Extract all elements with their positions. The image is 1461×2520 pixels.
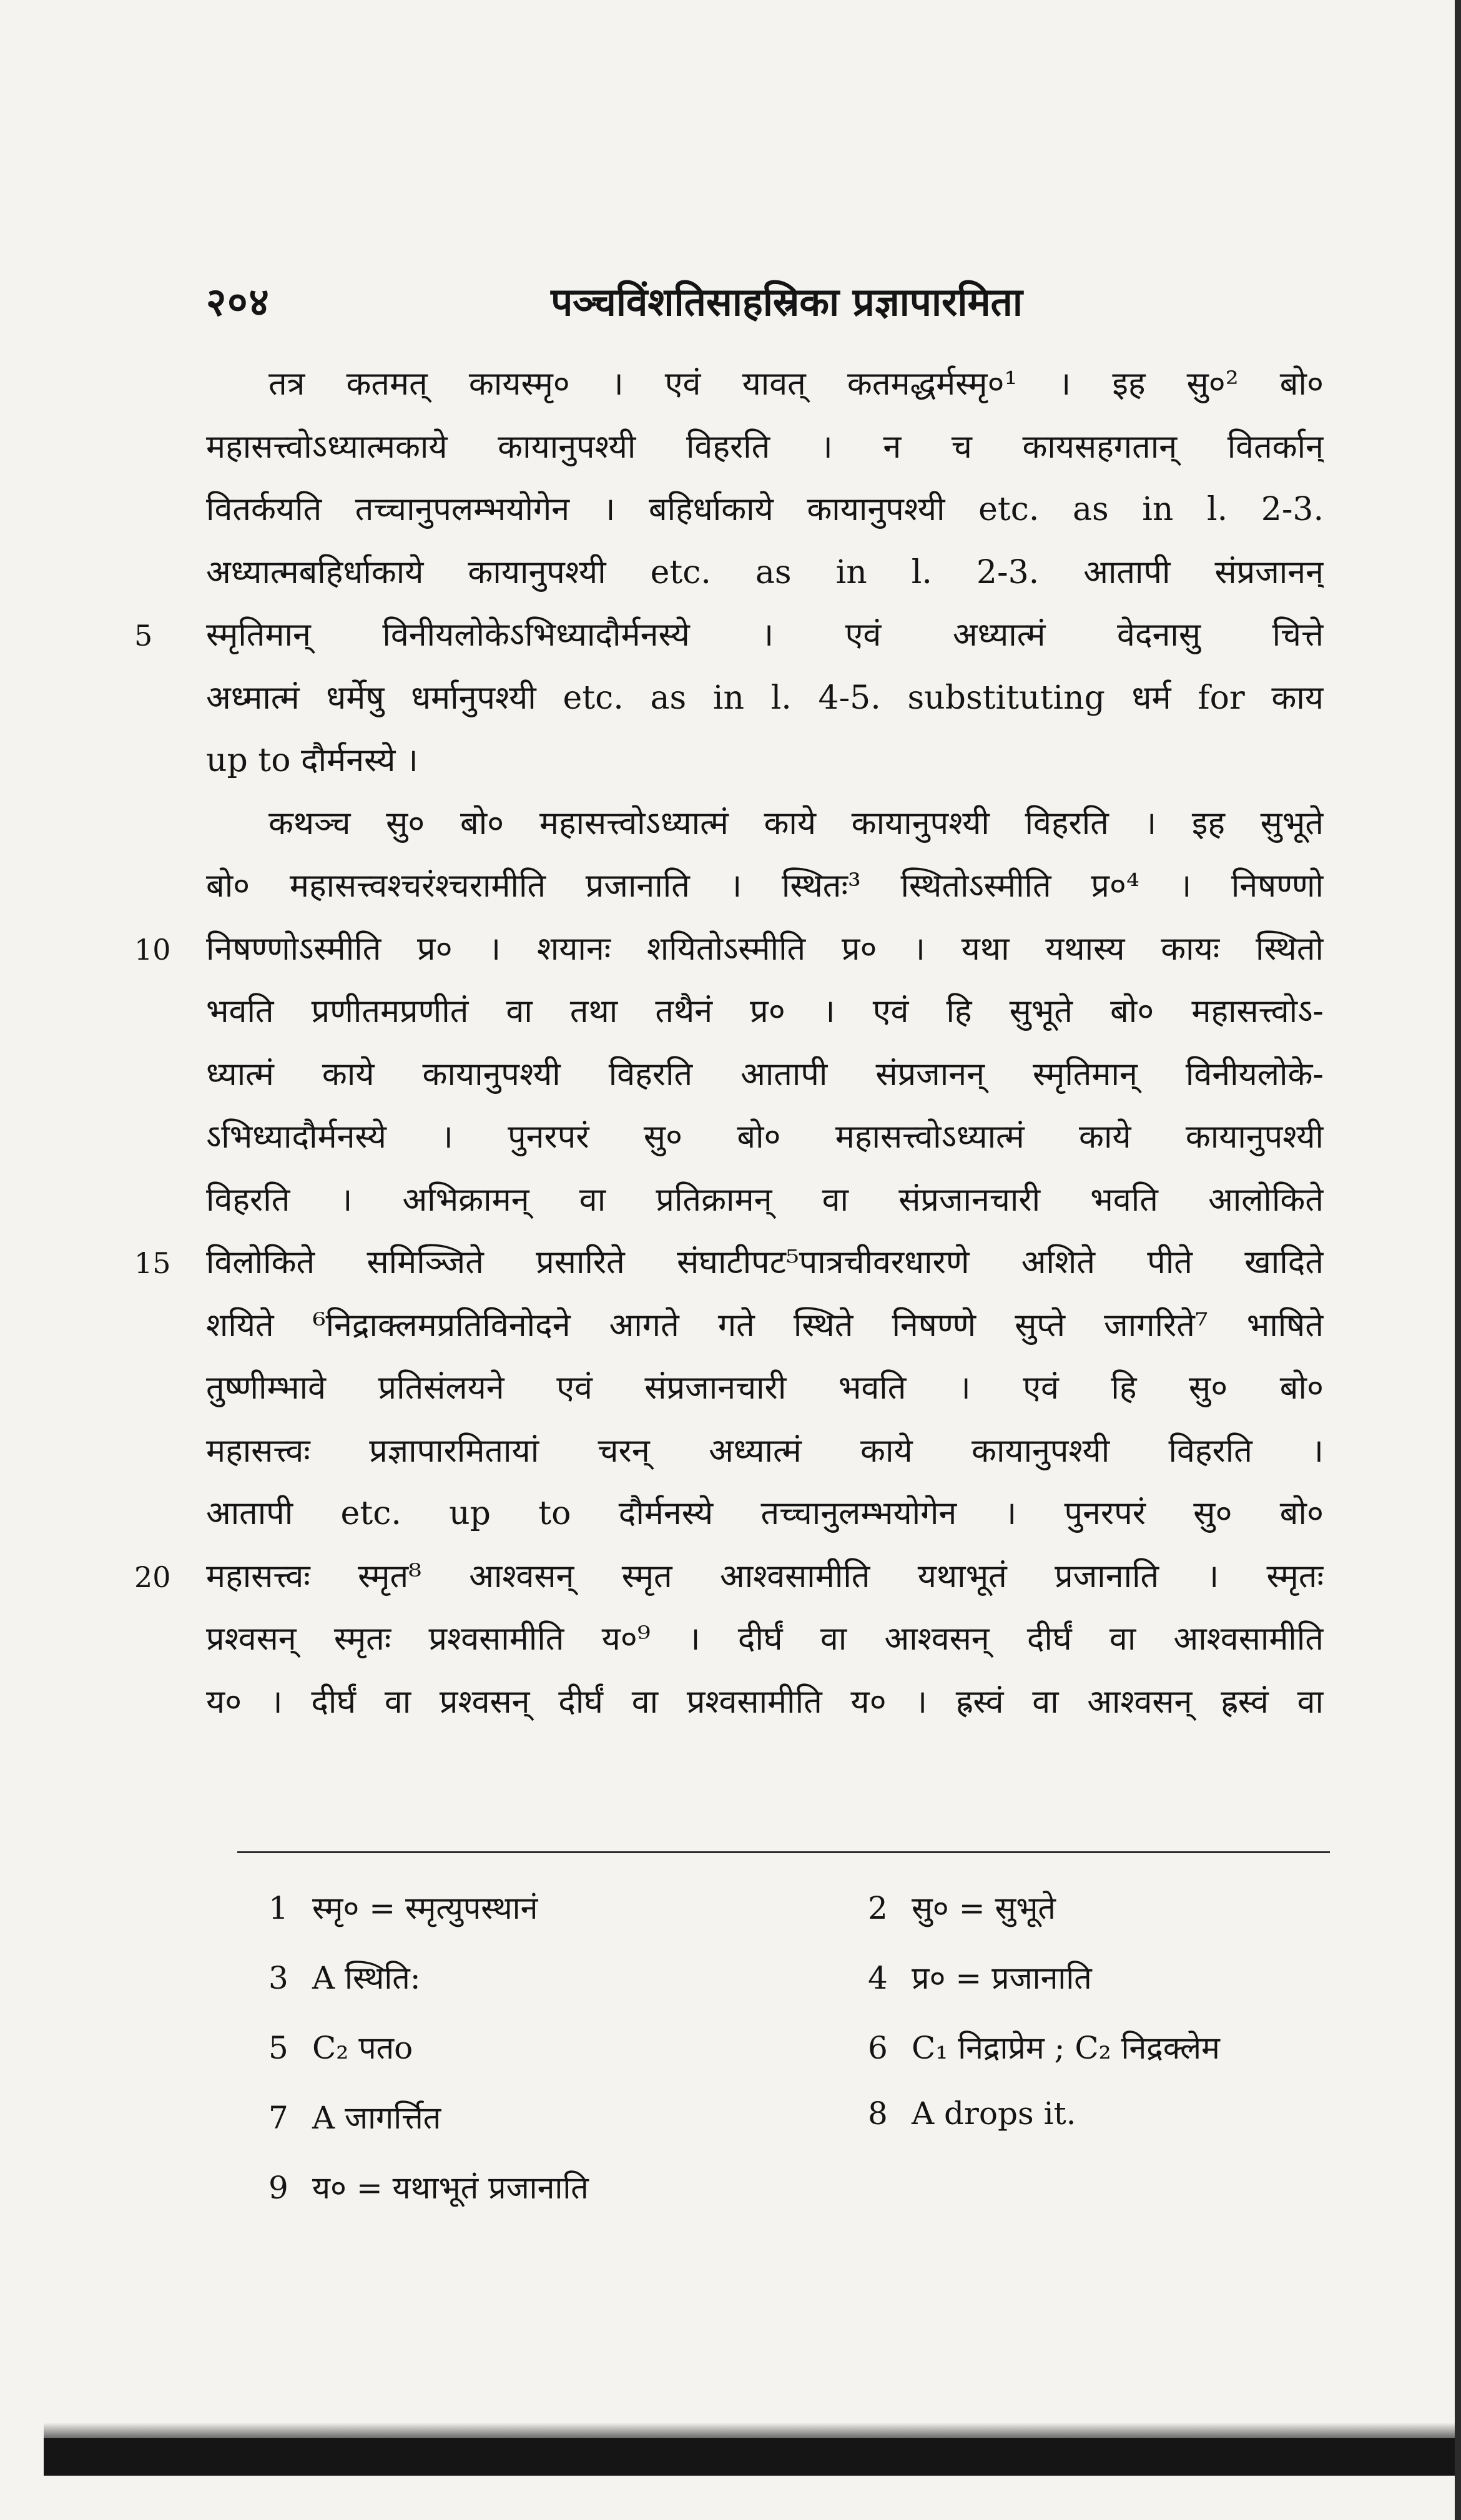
footnote-number: 8: [868, 2095, 888, 2132]
line-text: महासत्त्वोऽध्यात्मकाये कायानुपश्यी विहरति । न च कायसहगतान् वितर्कान्: [206, 428, 1324, 466]
text-line: [0, 1426, 1461, 1479]
footnote-number: 6: [868, 2030, 888, 2066]
text-line: [0, 1614, 1461, 1666]
text-line: [0, 1175, 1461, 1228]
line-text: स्मृतिमान् विनीयलोकेऽभिध्यादौर्मनस्ये । एवं अध्यात्मं वेदनासु चित्ते: [206, 616, 1324, 654]
page-edge-shadow: [44, 2423, 1461, 2438]
text-line: [0, 422, 1461, 475]
line-text: अध्मात्मं धर्मेषु धर्मानुपश्यी etc. as in l. 4-5. substituting धर्म for काय: [206, 679, 1324, 717]
page-bottom-edge: [44, 2438, 1461, 2476]
footnote-text: A स्थिति:: [312, 1960, 421, 1996]
text-line: [0, 924, 1461, 977]
footnote-divider: [237, 1851, 1330, 1853]
line-text: तत्र कतमत् कायस्मृ० । एवं यावत् कतमद्धर्मस्मृ०¹ । इह सु०² बो०: [268, 365, 1324, 403]
line-text: विहरति । अभिक्रामन् वा प्रतिक्रामन् वा संप्रजानचारी भवति आलोकिते: [206, 1181, 1324, 1219]
line-text: ऽभिध्यादौर्मनस्ये । पुनरपरं सु० बो० महासत्त्वोऽध्यात्मं काये कायानुपश्यी: [206, 1118, 1324, 1156]
footnote-text: सु० = सुभूते: [912, 1890, 1056, 1926]
footnote-number: 3: [268, 1960, 288, 1996]
footnote-number: 2: [868, 1890, 888, 1926]
footnote-text: य० = यथाभूतं प्रजानाति: [312, 2170, 589, 2206]
line-number: 20: [134, 1560, 171, 1594]
line-text: ध्यात्मं काये कायानुपश्यी विहरति आतापी संप्रजानन् स्मृतिमान् विनीयलोके-: [206, 1055, 1324, 1093]
line-text: up to दौर्मनस्ये ।: [206, 742, 418, 779]
footnote: [268, 2025, 413, 2075]
footnote: [268, 1886, 538, 1936]
footnote: [868, 2095, 1076, 2145]
line-text: महासत्त्वः प्रज्ञापारमितायां चरन् अध्यात्मं काये कायानुपश्यी विहरति ।: [206, 1432, 1324, 1470]
text-line: [0, 736, 1461, 788]
text-line: [0, 1552, 1461, 1604]
line-text: तुष्णीम्भावे प्रतिसंलयने एवं संप्रजानचारी भवति । एवं हि सु० बो०: [206, 1369, 1324, 1407]
text-line: [0, 359, 1461, 411]
page-number: २०४: [206, 279, 270, 325]
footnote-number: 7: [268, 2100, 288, 2136]
footnote-text: A जागर्त्तित: [312, 2100, 441, 2136]
text-line: [0, 548, 1461, 600]
text-line: [0, 1050, 1461, 1102]
footnote: [868, 1956, 1092, 2006]
line-number: 15: [134, 1246, 171, 1280]
footnote-number: 9: [268, 2170, 288, 2206]
footnote-text: C₁ निद्राप्रेम ; C₂ निद्रक्लेम: [912, 2030, 1220, 2066]
footnote-text: प्र० = प्रजानाति: [912, 1960, 1092, 1996]
line-text: अध्यात्मबहिर्धाकाये कायानुपश्यी etc. as in l. 2-3. आतापी संप्रजानन्: [206, 553, 1324, 591]
footnote-text: C₂ पतo: [312, 2030, 413, 2066]
footnote: [268, 2165, 589, 2215]
line-text: विलोकिते समिञ्जिते प्रसारिते संघाटीपट⁵पात्रचीवरधारणे अशिते पीते खादिते: [206, 1244, 1324, 1281]
footnote: [868, 1886, 1056, 1936]
text-line: [0, 987, 1461, 1039]
running-title: पञ्चविंशतिसाहस्रिका प्रज्ञापारमिता: [551, 279, 1023, 325]
page-spine-edge: [1455, 0, 1461, 2520]
text-line: [0, 1489, 1461, 1541]
line-text: महासत्त्वः स्मृत⁸ आश्वसन् स्मृत आश्वसामीति यथाभूतं प्रजानाति । स्मृतः: [206, 1557, 1324, 1595]
text-line: [0, 610, 1461, 662]
line-number: 5: [134, 619, 153, 652]
line-text: शयिते ⁶निद्राक्लमप्रतिविनोदने आगते गते स्थिते निषण्णे सुप्ते जागरिते⁷ भाषिते: [206, 1306, 1324, 1344]
footnote: [268, 1956, 421, 2006]
footnote: [268, 2095, 441, 2145]
text-line: [0, 1301, 1461, 1353]
line-text: भवति प्रणीतमप्रणीतं वा तथा तथैनं प्र० । एवं हि सुभूते बो० महासत्त्वोऽ-: [206, 993, 1324, 1030]
footnote-number: 1: [268, 1890, 288, 1926]
text-line: [0, 799, 1461, 851]
line-text: प्रश्वसन् स्मृतः प्रश्वसामीति य०⁹ । दीर्घं वा आश्वसन् दीर्घं वा आश्वसामीति: [206, 1620, 1324, 1658]
text-line: [0, 1363, 1461, 1415]
line-text: आतापी etc. up to दौर्मनस्ये तच्चानुलम्भयोगेन । पुनरपरं सु० बो०: [206, 1495, 1324, 1532]
footnote: [868, 2025, 1220, 2075]
text-line: [0, 861, 1461, 913]
footnote-number: 5: [268, 2030, 288, 2066]
line-text: बो० महासत्त्वश्चरंश्चरामीति प्रजानाति । स्थितः³ स्थितोऽस्मीति प्र०⁴ । निषण्णो: [206, 867, 1324, 905]
line-number: 10: [134, 932, 171, 967]
footnote-text: स्मृ० = स्मृत्युपस्थानं: [312, 1890, 538, 1926]
line-text: निषण्णोऽस्मीति प्र० । शयानः शयितोऽस्मीति प्र० । यथा यथास्य कायः स्थितो: [206, 930, 1324, 968]
text-line: [0, 1238, 1461, 1290]
text-line: [0, 673, 1461, 726]
page-header: [0, 262, 1461, 331]
text-line: [0, 1112, 1461, 1164]
line-text: कथञ्च सु० बो० महासत्त्वोऽध्यात्मं काये कायानुपश्यी विहरति । इह सुभूते: [268, 804, 1324, 842]
footnote-number: 4: [868, 1960, 888, 1996]
line-text: वितर्कयति तच्चानुपलम्भयोगेन । बहिर्धाकाये कायानुपश्यी etc. as in l. 2-3.: [206, 491, 1324, 528]
line-text: य० । दीर्घं वा प्रश्वसन् दीर्घं वा प्रश्वसामीति य० । ह्रस्वं वा आश्वसन् ह्रस्वं वा: [206, 1683, 1324, 1721]
footnote-text: A drops it.: [912, 2095, 1076, 2132]
text-line: [0, 485, 1461, 537]
text-line: [0, 1677, 1461, 1730]
